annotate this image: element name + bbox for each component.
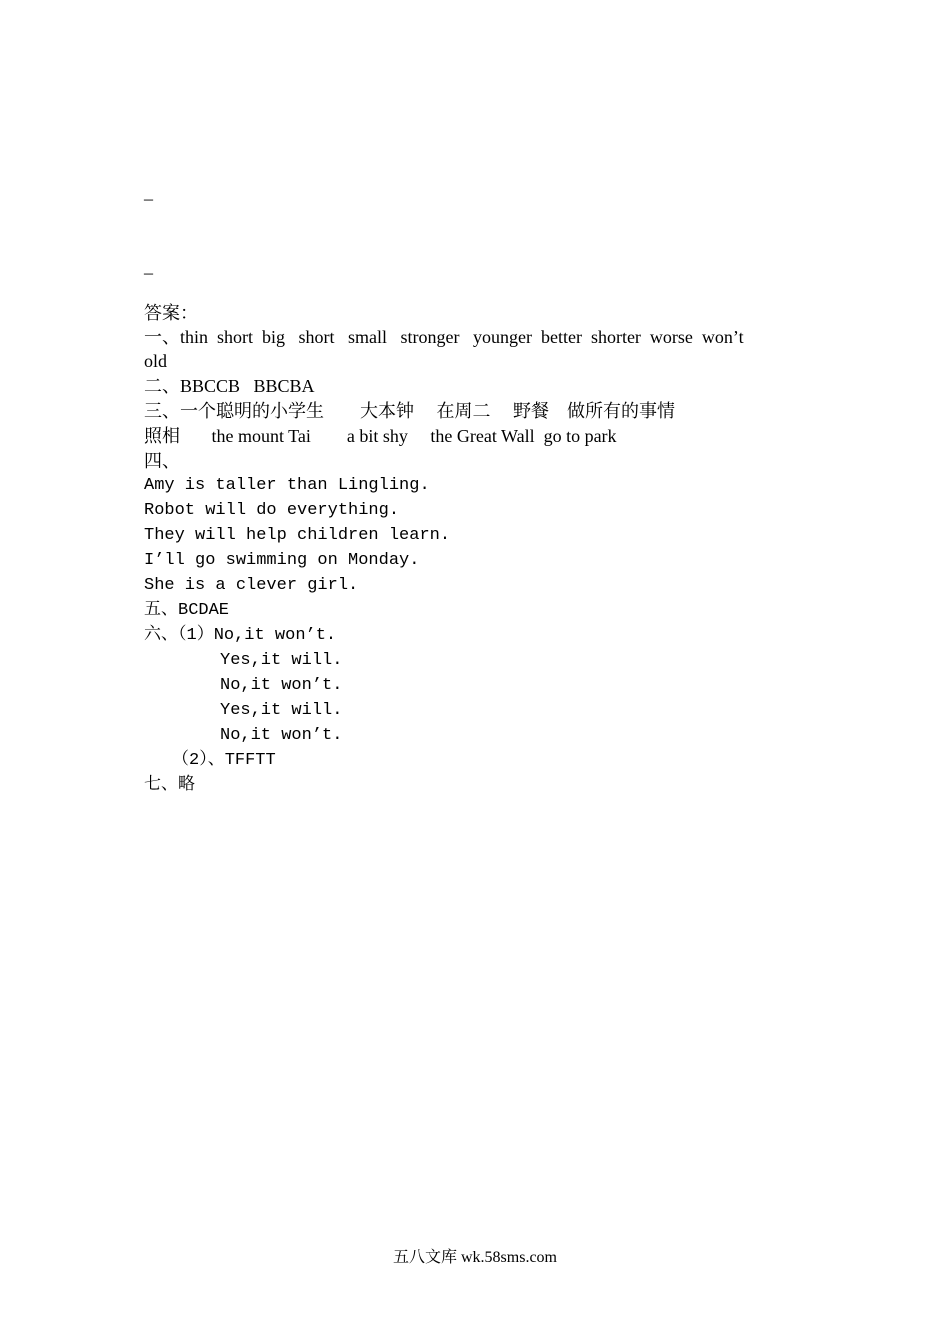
section-4-sentence: I’ll go swimming on Monday. xyxy=(144,551,420,570)
section-6-answer: Yes,it will. xyxy=(220,651,343,670)
section-6-answer: No,it won’t. xyxy=(220,676,343,695)
section-4-sentence: They will help children learn. xyxy=(144,526,451,545)
section-5: 五、BCDAE xyxy=(144,601,230,620)
section-4-sentence: She is a clever girl. xyxy=(144,576,359,595)
section-1-line-2: old xyxy=(144,351,168,371)
section-2: 二、BBCCB BBCBA xyxy=(144,376,315,396)
section-3-line-1: 三、一个聪明的小学生 大本钟 在周二 野餐 做所有的事情 xyxy=(144,401,675,421)
section-1-line-1: 一、thin short big short small stronger younger better shorter worse won’t xyxy=(144,327,744,347)
dash-mark: _ xyxy=(144,256,153,276)
section-6-answer: Yes,it will. xyxy=(220,701,343,720)
section-6-part-2: （2）、TFFTT xyxy=(172,751,276,770)
section-4-heading: 四、 xyxy=(144,451,180,471)
section-7: 七、略 xyxy=(144,776,195,795)
section-6-part-1: 六、（1）No,it won’t. xyxy=(144,626,337,645)
section-6-answer: No,it won’t. xyxy=(220,726,343,745)
footer-source: 五八文库 wk.58sms.com xyxy=(392,1249,557,1266)
section-3-line-2: 照相 the mount Tai a bit shy the Great Wall go to park xyxy=(144,426,617,446)
dash-mark: _ xyxy=(144,182,153,202)
answers-heading: 答案： xyxy=(144,303,198,323)
section-4-sentence: Amy is taller than Lingling. xyxy=(144,476,430,495)
section-4-sentence: Robot will do everything. xyxy=(144,501,400,520)
